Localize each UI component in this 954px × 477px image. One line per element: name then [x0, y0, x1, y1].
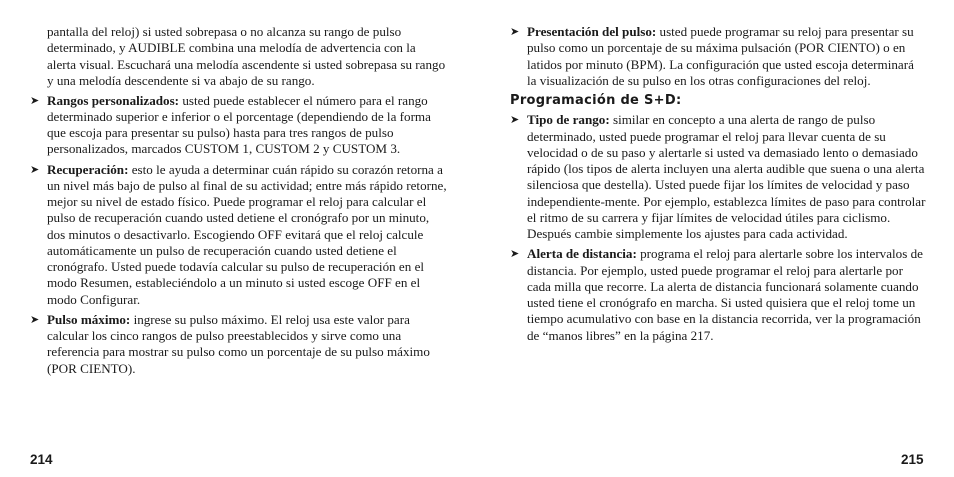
bullet-arrow-icon: ➤: [30, 313, 40, 326]
item-text: usted puede programar su reloj para presentar su pulso como un porcentaje de su máxima pulsación (POR CIENTO) o en latidos por minuto (BPM). La configuración que usted escoja determinará la visualización de su pulso en los otras configuraciones del reloj.: [527, 24, 914, 88]
list-item-max-pulse: [30, 312, 448, 377]
bullet-arrow-icon: ➤: [510, 114, 520, 127]
bullet-arrow-icon: ➤: [510, 26, 520, 38]
item-text: ingrese su pulso máximo. El reloj usa este valor para calcular los cinco rangos de pulso preestablecidos y sirve como una referencia para mostrar su pulso como un porcentaje de su pulso máximo (POR CIENTO).: [47, 311, 430, 376]
list-item-pulse-display: [510, 24, 926, 89]
item-text: programa el reloj para alertarle sobre los intervalos de distancia. Por ejemplo, usted puede programar el reloj para alertarle por cada milla que recorre. La alerta de distancia funcionará solamente cuando usted tiene el cronógrafo en marcha. Si usted quisiera que el reloj tome un tiempo acumulativo con base en la distancia recorrida, ver la programación de “manos libres” en la página 217.: [527, 246, 923, 343]
item-term: Presentación del pulso:: [527, 24, 657, 39]
item-term: Rangos personalizados:: [47, 92, 180, 108]
bullet-arrow-icon: ➤: [510, 248, 520, 261]
bullet-arrow-icon: ➤: [30, 94, 40, 107]
list-item-recovery: [30, 162, 448, 308]
list-item-custom-ranges: [30, 93, 448, 158]
item-text: usted puede establecer el número para el rango determinado superior e inferior o el porcentage (dependiendo de la forma que escoja para presentar su pulso) hasta para tres rangos de pulso personalizados, marcados CUSTOM 1, CUSTOM 2 y CUSTOM 3.: [47, 92, 431, 157]
item-term: Tipo de rango:: [527, 112, 610, 128]
page-number-right: 215: [901, 452, 924, 467]
left-page-column: [30, 24, 448, 381]
item-term: Pulso máximo:: [47, 311, 131, 327]
bullet-arrow-icon: ➤: [30, 163, 40, 176]
item-term: Recuperación:: [47, 161, 129, 177]
page-number-left: 214: [30, 452, 53, 467]
right-page-column: [510, 24, 926, 348]
item-text: similar en concepto a una alerta de rango de pulso determinado, usted puede programar el reloj para llevar cuenta de su velocidad o de su paso y alertarle si usted va demasiado lento o demasiado rápido (los tipos de alerta incluyen una alerta audible que suena o una alerta silenciosa que destella). Usted puede fijar los límites de velocidad y paso independiente-mente. Por ejemplo, establezca límites de paso para controlar el ritmo de su carrera y fijar límites de velocidad útiles para ciclismo. Después cambie simplemente los ajustes para cada actividad.: [527, 112, 926, 241]
list-item-distance-alert: [510, 246, 926, 344]
list-item-range-type: [510, 112, 926, 242]
continuation-paragraph: pantalla del reloj) si usted sobrepasa o no alcanza su rango de pulso determinado, y AUDIBLE combina una melodía de advertencia con la alerta visual. Escuchará una melodía ascendente si usted sobrepasa su rango y una melodía descendente si va abajo de su rango.: [47, 24, 446, 88]
section-heading: Programación de S+D:: [510, 93, 682, 108]
item-term: Alerta de distancia:: [527, 246, 637, 262]
item-text: esto le ayuda a determinar cuán rápido su corazón retorna a un nivel más bajo de pulso al final de su actividad; entre más rápido retorne, mejor su nivel de estado físico. Puede programar el reloj para calcular el pulso de recuperación cuando usted detiene el cronógrafo por un minuto, dos minutos o desactivarlo. Escogiendo OFF evitará que el reloj calcule automáticamente un pulso de recuperación cuando usted detiene el cronógrafo. Usted puede todavía calcular su pulso de recuperación en el modo Resumen, estableciéndolo a un minuto si usted escoge OFF en el modo Configurar.: [47, 161, 447, 307]
